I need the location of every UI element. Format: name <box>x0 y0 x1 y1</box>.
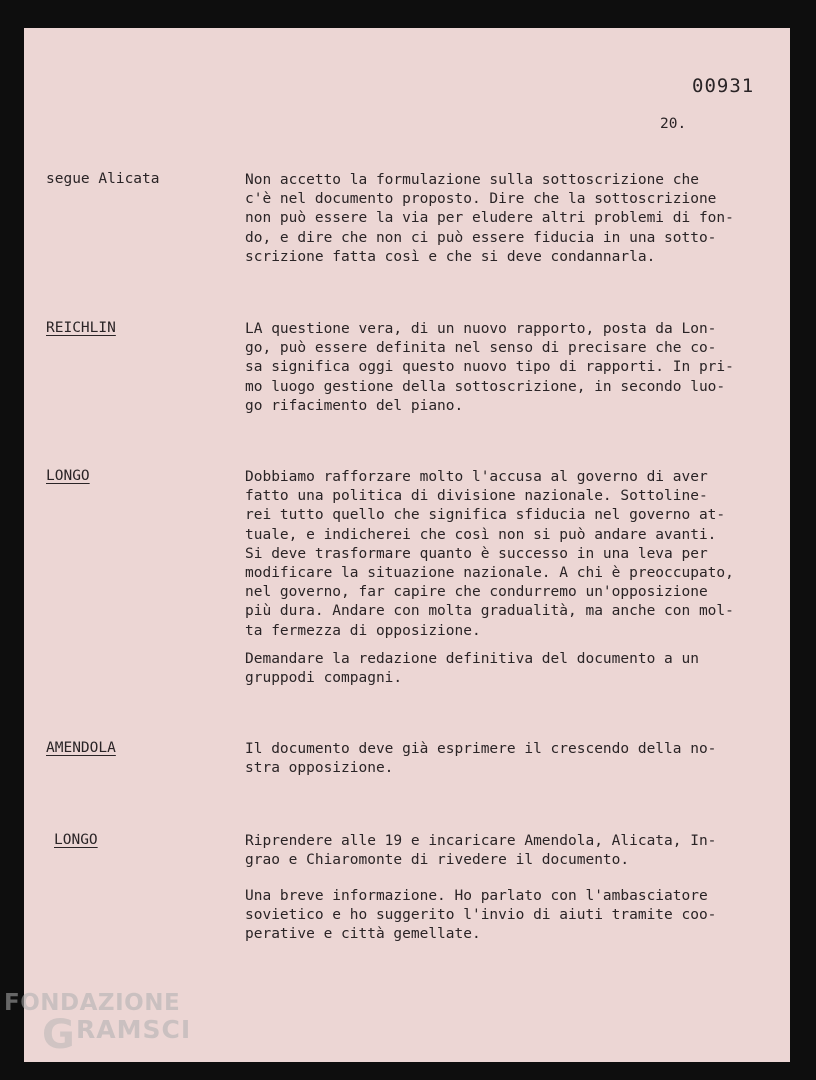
speaker-label: segue Alicata <box>46 171 160 187</box>
speech-paragraph: Riprendere alle 19 e incaricare Amendola, Alicata, In- grao e Chiaromonte di rivedere il documento. <box>245 833 717 869</box>
speech-paragraph: Demandare la redazione definitiva del documento a un gruppodi compagni. <box>245 651 699 687</box>
document-page <box>24 28 790 1062</box>
speech-paragraph: Il documento deve già esprimere il crescendo della no- stra opposizione. <box>245 741 717 777</box>
speaker-label: REICHLIN <box>46 320 116 336</box>
speaker-label: LONGO <box>54 832 98 848</box>
watermark-logo: G <box>42 1012 75 1058</box>
speech-paragraph: Non accetto la formulazione sulla sottoscrizione che c'è nel documento proposto. Dire che la sottoscrizione non può essere la via per eludere altri problemi di fon- do, e dire che non ci può essere fiducia in una sotto- scrizione fatta così e che si deve condannarla. <box>245 172 734 265</box>
watermark-line-1: FONDAZIONE <box>4 990 181 1016</box>
speaker-label: AMENDOLA <box>46 740 116 756</box>
speaker-label: LONGO <box>46 468 90 484</box>
archive-watermark <box>4 990 204 1058</box>
speech-paragraph: Dobbiamo rafforzare molto l'accusa al governo di aver fatto una politica di divisione nazionale. Sottoline- rei tutto quello che significa sfiducia nel governo at- tuale, e indicherei che così non si può andare avanti. Si deve trasformare quanto è successo in una leva per modificare la situazione nazionale. A chi è preoccupato, nel governo, far capire che condurremo un'opposizione più dura. Andare con molta gradualità, ma anche con mol- ta fermezza di opposizione. <box>245 469 734 639</box>
page-number: 20. <box>660 116 687 132</box>
document-number: 00931 <box>692 75 755 97</box>
speech-paragraph: Una breve informazione. Ho parlato con l'ambasciatore sovietico e ho suggerito l'invio di aiuti tramite coo- perative e città gemellate. <box>245 888 717 943</box>
watermark-line-2: RAMSCI <box>76 1015 192 1044</box>
speech-paragraph: LA questione vera, di un nuovo rapporto, posta da Lon- go, può essere definita nel senso di precisare che co- sa significa oggi questo nuovo tipo di rapporti. In pri- mo luogo gestione della sottoscrizione, in secondo luo- go rifacimento del piano. <box>245 321 734 414</box>
